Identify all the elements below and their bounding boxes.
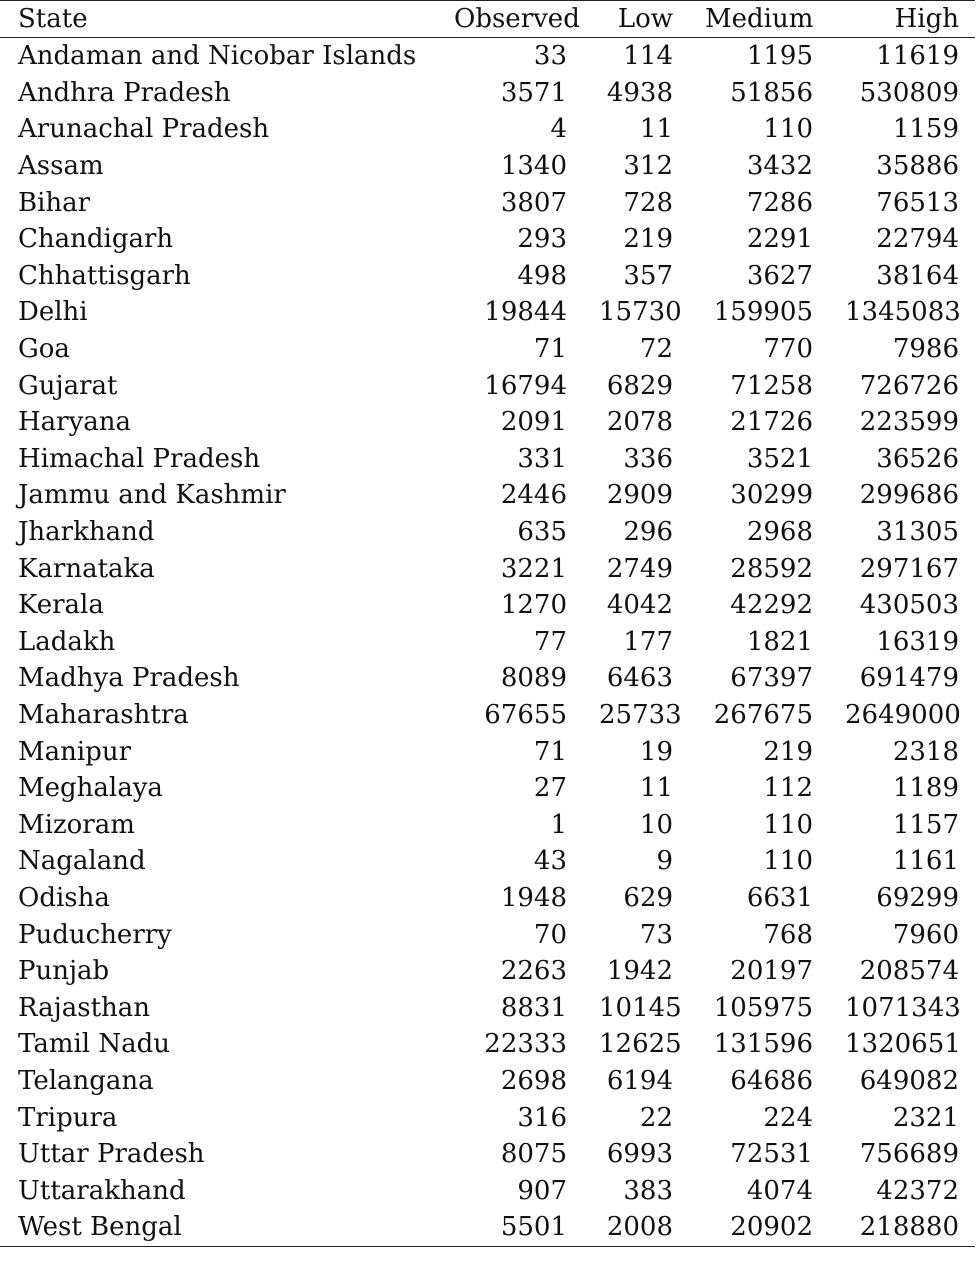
- cell-observed: 8089: [500, 663, 567, 694]
- cell-medium: 1195: [746, 41, 813, 72]
- cell-low: 11: [639, 773, 673, 804]
- cell-low: 2749: [606, 553, 673, 584]
- cell-medium: 105975: [713, 992, 813, 1023]
- cell-high: 299686: [859, 480, 959, 511]
- header-state: State: [18, 4, 88, 34]
- cell-state: Kerala: [18, 590, 104, 621]
- table-row: [0, 1063, 975, 1100]
- table-row: [0, 367, 975, 404]
- table-row: [0, 624, 975, 661]
- cell-high: 1189: [892, 773, 959, 804]
- cell-high: 16319: [876, 626, 959, 657]
- cell-observed: 3571: [500, 77, 567, 108]
- cell-high: 2321: [892, 1102, 959, 1133]
- cell-state: Tripura: [18, 1102, 118, 1133]
- cell-high: 530809: [859, 77, 959, 108]
- cell-state: Karnataka: [18, 553, 155, 584]
- cell-high: 76513: [876, 187, 959, 218]
- table-row: [0, 587, 975, 624]
- cell-state: Tamil Nadu: [18, 1029, 171, 1060]
- cell-state: Delhi: [18, 297, 88, 328]
- cell-medium: 20197: [730, 956, 813, 987]
- cell-high: 691479: [859, 663, 959, 694]
- cell-observed: 1: [550, 809, 567, 840]
- cell-low: 2008: [606, 1212, 673, 1243]
- cell-low: 336: [623, 443, 673, 474]
- cell-low: 1942: [606, 956, 673, 987]
- cell-low: 312: [623, 151, 673, 182]
- cell-high: 726726: [859, 370, 959, 401]
- cell-low: 6993: [606, 1139, 673, 1170]
- cell-observed: 293: [517, 224, 567, 255]
- table-row: [0, 953, 975, 990]
- cell-state: Maharashtra: [18, 699, 189, 730]
- cell-low: 10145: [599, 992, 682, 1023]
- cell-low: 19: [639, 736, 673, 767]
- cell-medium: 159905: [713, 297, 813, 328]
- cell-high: 430503: [859, 590, 959, 621]
- cell-medium: 30299: [730, 480, 813, 511]
- cell-state: Arunachal Pradesh: [18, 114, 270, 145]
- cell-low: 629: [623, 882, 673, 913]
- cell-medium: 224: [763, 1102, 813, 1133]
- cell-medium: 768: [763, 919, 813, 950]
- table-row: [0, 148, 975, 185]
- cell-observed: 1340: [500, 151, 567, 182]
- table-row: [0, 880, 975, 917]
- cell-state: Andhra Pradesh: [18, 77, 231, 108]
- table-row: [0, 806, 975, 843]
- cell-state: Jharkhand: [18, 517, 155, 548]
- cell-observed: 43: [533, 846, 567, 877]
- cell-high: 1345083: [845, 297, 961, 328]
- cell-observed: 19844: [484, 297, 567, 328]
- cell-state: Chhattisgarh: [18, 260, 191, 291]
- cell-state: Bihar: [18, 187, 91, 218]
- cell-high: 1071343: [845, 992, 961, 1023]
- cell-medium: 51856: [730, 77, 813, 108]
- cell-high: 297167: [859, 553, 959, 584]
- table-row: [0, 514, 975, 551]
- cell-medium: 7286: [746, 187, 813, 218]
- cell-observed: 8831: [500, 992, 567, 1023]
- cell-observed: 2091: [500, 407, 567, 438]
- table-row: [0, 221, 975, 258]
- table-row: [0, 1136, 975, 1173]
- cell-state: Nagaland: [18, 846, 146, 877]
- cell-high: 1157: [892, 809, 959, 840]
- cell-medium: 3521: [746, 443, 813, 474]
- cell-observed: 2698: [500, 1065, 567, 1096]
- cell-medium: 72531: [730, 1139, 813, 1170]
- cell-low: 12625: [599, 1029, 682, 1060]
- table-body: [0, 38, 975, 1247]
- cell-low: 383: [623, 1175, 673, 1206]
- cell-high: 218880: [859, 1212, 959, 1243]
- cell-observed: 67655: [484, 699, 567, 730]
- cell-state: Punjab: [18, 956, 110, 987]
- cell-medium: 219: [763, 736, 813, 767]
- cell-low: 11: [639, 114, 673, 145]
- cell-high: 31305: [876, 517, 959, 548]
- cell-medium: 20902: [730, 1212, 813, 1243]
- cell-state: Manipur: [18, 736, 132, 767]
- cell-observed: 1948: [500, 882, 567, 913]
- cell-medium: 131596: [713, 1029, 813, 1060]
- cell-state: Mizoram: [18, 809, 135, 840]
- cell-observed: 635: [517, 517, 567, 548]
- cell-observed: 4: [550, 114, 567, 145]
- table-row: [0, 660, 975, 697]
- cell-state: Meghalaya: [18, 773, 163, 804]
- cell-medium: 2968: [746, 517, 813, 548]
- cell-high: 208574: [859, 956, 959, 987]
- cell-observed: 3221: [500, 553, 567, 584]
- cell-observed: 22333: [484, 1029, 567, 1060]
- cell-low: 2909: [606, 480, 673, 511]
- cell-state: Telangana: [18, 1065, 154, 1096]
- table-row: [0, 1172, 975, 1209]
- cell-observed: 2263: [500, 956, 567, 987]
- table-row: [0, 1099, 975, 1136]
- cell-medium: 110: [763, 114, 813, 145]
- cell-low: 73: [639, 919, 673, 950]
- cell-low: 25733: [599, 699, 682, 730]
- cell-state: Jammu and Kashmir: [18, 480, 286, 511]
- table-row: [0, 550, 975, 587]
- cell-medium: 1821: [746, 626, 813, 657]
- table-row: [0, 441, 975, 478]
- cell-observed: 316: [517, 1102, 567, 1133]
- cell-medium: 770: [763, 334, 813, 365]
- table-row: [0, 989, 975, 1026]
- cell-low: 72: [639, 334, 673, 365]
- cell-medium: 6631: [746, 882, 813, 913]
- table-row: [0, 294, 975, 331]
- cell-state: Himachal Pradesh: [18, 443, 261, 474]
- cell-high: 1320651: [845, 1029, 961, 1060]
- cell-medium: 112: [763, 773, 813, 804]
- table-row: [0, 697, 975, 734]
- cell-high: 649082: [859, 1065, 959, 1096]
- cell-high: 22794: [876, 224, 959, 255]
- table-row: [0, 75, 975, 112]
- cell-observed: 3807: [500, 187, 567, 218]
- cell-low: 9: [656, 846, 673, 877]
- cell-medium: 4074: [746, 1175, 813, 1206]
- cell-observed: 1270: [500, 590, 567, 621]
- table-header: [0, 1, 975, 38]
- cell-observed: 77: [533, 626, 567, 657]
- cell-low: 296: [623, 517, 673, 548]
- cell-medium: 110: [763, 846, 813, 877]
- cell-low: 219: [623, 224, 673, 255]
- cell-observed: 16794: [484, 370, 567, 401]
- cell-high: 2649000: [845, 699, 961, 730]
- cell-observed: 8075: [500, 1139, 567, 1170]
- cell-observed: 2446: [500, 480, 567, 511]
- table-row: [0, 916, 975, 953]
- table-row: [0, 843, 975, 880]
- cell-state: Goa: [18, 334, 70, 365]
- cell-observed: 33: [533, 41, 567, 72]
- cell-observed: 498: [517, 260, 567, 291]
- cell-high: 7986: [892, 334, 959, 365]
- cell-high: 7960: [892, 919, 959, 950]
- table-row: [0, 1209, 975, 1246]
- table-row: [0, 770, 975, 807]
- cell-low: 22: [639, 1102, 673, 1133]
- table-row: [0, 184, 975, 221]
- cell-low: 728: [623, 187, 673, 218]
- cell-state: Assam: [18, 151, 104, 182]
- cell-low: 4042: [606, 590, 673, 621]
- cell-high: 11619: [876, 41, 959, 72]
- cell-low: 114: [623, 41, 673, 72]
- cell-high: 36526: [876, 443, 959, 474]
- cell-medium: 3432: [746, 151, 813, 182]
- cell-low: 6463: [606, 663, 673, 694]
- cell-state: Odisha: [18, 882, 110, 913]
- cell-state: Uttarakhand: [18, 1175, 186, 1206]
- cell-low: 2078: [606, 407, 673, 438]
- cell-observed: 71: [533, 334, 567, 365]
- table-row: [0, 404, 975, 441]
- cell-observed: 5501: [500, 1212, 567, 1243]
- cell-state: Ladakh: [18, 626, 116, 657]
- header-high: High: [894, 4, 959, 34]
- cell-state: Gujarat: [18, 370, 118, 401]
- cell-low: 4938: [606, 77, 673, 108]
- cell-low: 10: [639, 809, 673, 840]
- cell-state: Puducherry: [18, 919, 172, 950]
- cell-observed: 331: [517, 443, 567, 474]
- header-row: [0, 1, 975, 38]
- cell-high: 223599: [859, 407, 959, 438]
- table-row: [0, 477, 975, 514]
- cell-state: Rajasthan: [18, 992, 151, 1023]
- table-row: [0, 111, 975, 148]
- cell-state: Haryana: [18, 407, 132, 438]
- cell-medium: 267675: [713, 699, 813, 730]
- cell-medium: 2291: [746, 224, 813, 255]
- table-row: [0, 1026, 975, 1063]
- cell-medium: 21726: [730, 407, 813, 438]
- cell-medium: 42292: [730, 590, 813, 621]
- cell-medium: 64686: [730, 1065, 813, 1096]
- cell-high: 42372: [876, 1175, 959, 1206]
- cell-observed: 907: [517, 1175, 567, 1206]
- cell-state: Uttar Pradesh: [18, 1139, 205, 1170]
- table-row: [0, 733, 975, 770]
- cell-state: Madhya Pradesh: [18, 663, 240, 694]
- header-medium: Medium: [705, 4, 814, 34]
- cell-medium: 67397: [730, 663, 813, 694]
- cell-medium: 110: [763, 809, 813, 840]
- cell-low: 6194: [606, 1065, 673, 1096]
- cell-medium: 3627: [746, 260, 813, 291]
- cell-high: 1161: [892, 846, 959, 877]
- cell-low: 6829: [606, 370, 673, 401]
- cell-low: 177: [623, 626, 673, 657]
- header-observed: Observed: [454, 4, 580, 34]
- cell-high: 38164: [876, 260, 959, 291]
- cell-state: Chandigarh: [18, 224, 174, 255]
- table-row: [0, 331, 975, 368]
- cell-high: 1159: [892, 114, 959, 145]
- cell-high: 756689: [859, 1139, 959, 1170]
- header-low: Low: [617, 4, 673, 34]
- cell-observed: 27: [533, 773, 567, 804]
- cell-observed: 70: [533, 919, 567, 950]
- cell-state: Andaman and Nicobar Islands: [18, 41, 417, 72]
- cell-low: 15730: [599, 297, 682, 328]
- cell-observed: 71: [533, 736, 567, 767]
- cell-medium: 71258: [730, 370, 813, 401]
- cell-state: West Bengal: [18, 1212, 182, 1243]
- cell-low: 357: [623, 260, 673, 291]
- table-row: [0, 38, 975, 75]
- table-row: [0, 258, 975, 295]
- cell-high: 2318: [892, 736, 959, 767]
- cell-high: 35886: [876, 151, 959, 182]
- cell-high: 69299: [876, 882, 959, 913]
- cell-medium: 28592: [730, 553, 813, 584]
